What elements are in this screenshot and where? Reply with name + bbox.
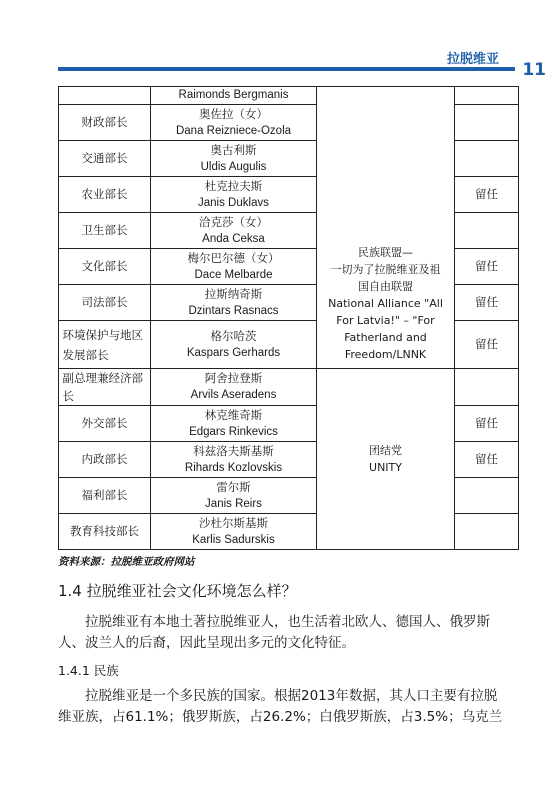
role-cell	[59, 87, 151, 105]
note-cell	[455, 514, 519, 550]
minister-cn-name: 洽克莎（女）	[199, 214, 268, 229]
minister-cell	[151, 478, 317, 514]
note-cell	[455, 478, 519, 514]
subsection-heading: 1.4.1 民族	[58, 663, 119, 678]
note-cell	[455, 87, 519, 105]
table-source-note: 资料来源：拉脱维亚政府网站	[58, 556, 195, 568]
minister-en-name: Karlis Sadurskis	[192, 533, 275, 546]
role-cell: 福利部长	[59, 478, 151, 514]
minister-en-name: Dana Reizniece-Ozola	[175, 124, 292, 137]
role-cell: 外交部长	[59, 406, 151, 442]
party-line: 团结党	[369, 444, 402, 457]
note-cell: 留任	[455, 442, 519, 478]
minister-cell	[151, 177, 317, 213]
party-line: For Latvia!" – "For	[336, 314, 435, 327]
minister-cn-name: 林克维奇斯	[204, 407, 263, 422]
header-rule	[58, 67, 515, 71]
minister-cell	[151, 285, 317, 321]
minister-cell	[151, 321, 317, 369]
minister-cn-name: 奥古利斯	[210, 142, 257, 157]
minister-en-name: Dzintars Rasnacs	[188, 304, 279, 317]
section-heading: 1.4 拉脱维亚社会文化环境怎么样？	[58, 582, 297, 600]
subsection-body-paragraph: 拉脱维亚是一个多民族的国家。根据2013年数据，其人口主要有拉脱维亚族，占61.1%；俄罗斯族，占26.2%；白俄罗斯族，占3.5%；乌克兰	[58, 688, 503, 725]
role-cell: 文化部长	[59, 249, 151, 285]
minister-cn-name: 沙杜尔斯基斯	[199, 515, 268, 530]
party-line: Freedom/LNNK	[344, 348, 427, 361]
running-header-title: 拉脱维亚	[446, 52, 499, 67]
note-cell: 留任	[455, 406, 519, 442]
party-line: 民族联盟—	[358, 246, 413, 259]
party-line: National Alliance "All	[328, 297, 443, 310]
minister-en-name: Arvils Aseradens	[190, 389, 277, 401]
minister-cell	[151, 514, 317, 550]
minister-cn-name: 梅尔巴尔德（女）	[187, 250, 280, 265]
note-cell	[455, 141, 519, 177]
minister-en-name: Janis Reirs	[205, 497, 262, 510]
role-cell: 副总理兼经济部长	[59, 369, 151, 406]
table-row	[59, 87, 519, 105]
minister-en-name: Raimonds Bergmanis	[178, 89, 289, 101]
role-cell: 农业部长	[59, 177, 151, 213]
minister-en-name: Rihards Kozlovskis	[184, 461, 283, 474]
minister-cn-name: 雷尔斯	[216, 479, 251, 494]
minister-cn-name: 奥佐拉（女）	[199, 106, 268, 121]
role-cell: 交通部长	[59, 141, 151, 177]
party-cell-national-alliance	[317, 87, 455, 369]
minister-en-name: Janis Duklavs	[198, 196, 269, 209]
note-cell: 留任	[455, 321, 519, 369]
minister-cell	[151, 105, 317, 141]
party-line: Fatherland and	[344, 331, 427, 344]
minister-cell	[151, 442, 317, 478]
minister-en-name: Dace Melbarde	[194, 268, 273, 281]
role-cell: 教育科技部长	[59, 514, 151, 550]
minister-cn-name: 杜克拉夫斯	[204, 178, 263, 193]
ministers-table	[58, 86, 519, 550]
party-line: 一切为了拉脱维亚及祖	[330, 263, 441, 276]
minister-cell	[151, 406, 317, 442]
role-cell: 内政部长	[59, 442, 151, 478]
note-cell	[455, 105, 519, 141]
note-cell: 留任	[455, 285, 519, 321]
party-line: UNITY	[369, 461, 402, 474]
note-cell: 留任	[455, 177, 519, 213]
minister-cell	[151, 213, 317, 249]
minister-cn-name: 阿舍拉登斯	[204, 371, 263, 385]
role-cell: 卫生部长	[59, 213, 151, 249]
party-line: 国自由联盟	[358, 280, 413, 293]
note-cell: 留任	[455, 249, 519, 285]
party-cell-unity	[317, 369, 455, 550]
minister-en-name: Kaspars Gerhards	[186, 346, 281, 359]
role-cell: 财政部长	[59, 105, 151, 141]
minister-cn-name: 格尔哈茨	[210, 328, 257, 343]
page-number: 11	[522, 60, 546, 80]
minister-cell	[151, 249, 317, 285]
minister-en-name: Anda Ceksa	[202, 232, 265, 245]
minister-en-name: Edgars Rinkevics	[189, 425, 278, 438]
role-cell: 司法部长	[59, 285, 151, 321]
note-cell	[455, 369, 519, 406]
note-cell	[455, 213, 519, 249]
minister-en-name: Uldis Augulis	[200, 160, 267, 173]
minister-cn-name: 科兹洛夫斯基斯	[193, 443, 274, 458]
section-intro-paragraph: 拉脱维亚有本地土著拉脱维亚人，也生活着北欧人、德国人、俄罗斯人、波兰人的后裔，因此呈现出多元的文化特征。	[58, 614, 490, 651]
minister-cell	[151, 141, 317, 177]
table-row	[59, 369, 519, 406]
minister-cn-name: 拉斯纳奇斯	[204, 286, 263, 301]
minister-cell	[151, 369, 317, 406]
role-cell: 环境保护与地区发展部长	[59, 321, 151, 369]
minister-cell	[151, 87, 317, 105]
